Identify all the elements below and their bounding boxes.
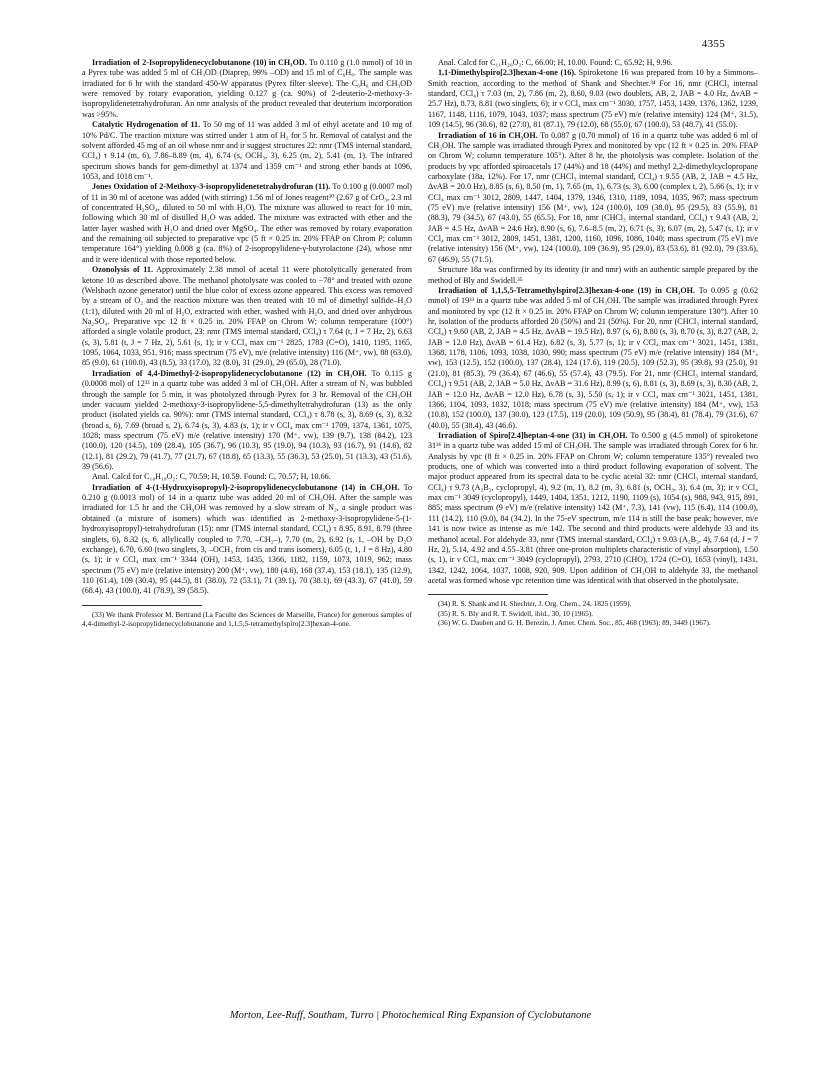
paragraph-body: To 0.500 g (4.5 mmol) of spiroketone 31³⁶ in a quartz tube was added 15 ml of CH₃OH. The sample was irradiated through Corex for 6 hr. Analysis by vpc (8 ft × 0.25 in. 20% FFAP on Chrom W; column temperature 135°) revealed two products, one of which was converted into a third product following evaporation of solvent. The major product appeared from its spectral data to be cyclic acetal 32: nmr (CHCl₃ internal standard, CCl₄) τ 9.73 (A₂B₂, cyclopropyl, 4), 9.2 (m, 1), 8.2 (m, 3), 6.81 (s, OCH₃, 3), 6.4 (m, 3); ir ν CCl₄ max cm⁻¹ 3049 (cyclopropyl), 1449, 1404, 1351, 1212, 1190, 1109 (s), 1054 (s), 988, 943, 915, 891, 885; mass spectrum (9 eV) m/e (relative intensity) 142 (M⁺, 7.3), 141 (vw), 115 (6.4), 114 (100.0), 111 (14.2), 110 (9.0), 84 (34.2). In the 75-eV spectrum, m/e 114 is still the base peak; however, m/e 141 is now twice as intense as m/e 142. The second and third products were aldehyde 33 and its methanol acetal. For aldehyde 33, nmr (TMS internal standard, CCl₄) τ 9.03 (A₂B₂, 4), 7.64 (d, J = 7 Hz, 2), 5.14, 4.92 and 4.55–3.81 (three one-proton multiplets characteristic of vinyl absorption), 1.50 (s, 1), ir ν CCl₄ max cm⁻¹ 3049 (cyclopropyl), 2793, 2710 (CHO), 1724 (C=O), 1653 (vinyl), 1431, 1342, 1242, 1064, 1037, 1008, 920, 909. Upon addition of CH₃OH to aldehyde 33, the methanol acetal was formed whose vpc retention time was identical with that observed in the photolysate. (428, 430, 758, 585)
paragraph-body: To 50 mg of 11 was added 3 ml of ethyl acetate and 10 mg of 10% Pd/C. The reaction mixture was stirred under 1 atm of H₂ for 5 hr. Removal of catalyst and the solvent afforded 45 mg of an oil whose nmr and ir suggest structures 22: nmr (TMS internal standard, CCl₄) τ 9.14 (m, 6), 7.86–8.89 (m, 4), 6.74 (s, OCH₃, 3), 6.25 (m, 2), 5.41 (m, 1). The infrared spectrum shows bands for gem-dimethyl at 1374 and 1359 cm⁻¹ and strong ether bands at 1096, 1053, and 1018 cm⁻¹. (82, 120, 412, 181)
paragraph-heading: Irradiation of 1,1,5,5-Tetramethylspiro[2.3]hexan-4-one (19) in CH₃OH. (438, 285, 695, 295)
paragraph (428, 286, 758, 431)
running-footer: Morton, Lee-Ruff, Southam, Turro | Photochemical Ring Expansion of Cyclobutanone (229, 1010, 592, 1021)
paragraph (428, 431, 758, 586)
paragraph (82, 483, 412, 597)
paragraph-body: To 0.110 g (1.0 mmol) of 10 in a Pyrex tube was added 5 ml of CH₃OD (Diaprep, 99% –OD) and 15 ml of C₆H₆. The sample was irradiated for 6 hr with the standard 450-W apparatus (Pyrex filter sleeve). The C₆H₆ and CH₃OD were removed by rotary evaporation, yielding 0.127 g (ca. 90%) of 2-deuterio-2-methoxy-3-isopropylidenetetrahydrofuran. An nmr analysis of the product revealed that deuterium incorporation was >95%. (82, 58, 413, 119)
paragraph-body: To 0.100 g (0.0007 mol) of 11 in 30 ml of acetone was added (with stirring) 1.56 ml of Jones reagent³⁰ (2.67 g of CrO₃, 2.3 ml of concentrated H₂SO₄, diluted to 50 ml with H₂O). The mixture was allowed to react for 10 min, following which 30 ml of distilled H₂O was added. The mixture was extracted with ether and the latter layer washed with H₂O and dried over MgSO₄. The ether was removed by rotary evaporation and the remaining oil subjected to preparative vpc (5 ft × 0.25 in. 20% FFAP on Chrom P; column temperature 164°) yielding 0.008 g (ca. 8%) of 2-isopropylidene-γ-butyrolactone (24), whose nmr and ir were identical with those reported below. (82, 182, 412, 264)
footnote-35: (35) R. S. Bly and R. T. Swidell, ibid., 30, 10 (1965). (438, 608, 593, 618)
paragraph-heading: 1,1-Dimethylspiro[2.3]hexan-4-one (16). (438, 68, 577, 78)
right-column (428, 58, 758, 627)
paragraph (428, 131, 758, 266)
paragraph-body: Spiroketone 16 was prepared from 10 by a Simmons–Smith reaction, according to the method of Shank and Shechter.³⁴ For 16, nmr (CHCl₃ internal standard, CCl₄) τ 7.03 (m, 2), 7.86 (m, 2), 8.60, 9.03 (two doublets, AB, 2, JAB = 4.0 Hz, ΔνAB = 25.7 Hz), 8.73, 8.81 (two singlets, 6); ir ν CCl₄ max cm⁻¹ 3030, 1757, 1453, 1439, 1376, 1362, 1239, 1167, 1148, 1116, 1079, 1043, 1037; mass spectrum (75 eV) m/e (relative intensity) 124 (M⁺, 31.5), 109 (14.5), 96 (30.6), 82 (27.0), 81 (87.1), 79 (12.0), 68 (55.0), 67 (100.0), 53 (48.7), 41 (55.0). (428, 68, 758, 130)
paragraph-heading: Irradiation of 2-Isopropylidenecyclobutanone (10) in CH₃OD. (92, 58, 307, 67)
paragraph-body: To 0.087 g (0.70 mmol) of 16 in a quartz tube was added 6 ml of CH₃OH. The sample was irradiated through Pyrex and monitored by vpc (12 ft × 0.25 in. 20% FFAP on Chrom W; column temperature 105°). After 8 hr, the photolysis was complete. Isolation of the products by vpc afforded spiroacetals 17 (44%) and 18 (44%) and methyl 2,2-dimethylcyclopropane carboxylate (18a, 12%). For 17, nmr (CHCl₃ internal standard, CCl₄) τ 9.55 (AB, 2, JAB = 4.5 Hz, ΔνAB = 20.0 Hz), 8.85 (s, 6), 8.50 (m, 1), 7.65 (m, 1), 6.73 (s, 3), 6.00 (complex t, 2), 5.66 (s, 1); ir ν CCl₄ max cm⁻¹ 3012, 2809, 1447, 1404, 1379, 1346, 1310, 1189, 1094, 1035, 967; mass spectrum (75 eV) m/e (relative intensity) 156 (M⁺, vw), 124 (100.0), 109 (38.0), 95 (29.5), 83 (55.9), 81 (88.3), 79 (34.5), 67 (43.0), 55 (65.5). For 18, nmr (CHCl₃ internal standard, CCl₄) τ 9.43 (AB, 2, JAB = 4.5 Hz, ΔνAB = 24.6 Hz), 8.90 (s, 6), 7.6–8.5 (m, 2), 6.71 (s, 3), 6.07 (m, 2), 5.47 (s, 1); ir ν CCl₄ max cm⁻¹ 3012, 2809, 1451, 1381, 1200, 1160, 1096, 1086, 1040; mass spectrum (75 eV) m/e (relative intensity) 156 (M⁺, vw), 124 (100.0), 109 (36.9), 95 (29.0), 83 (53.6), 81 (92.0), 79 (33.6), 67 (46.9), 55 (71.5). (428, 130, 758, 264)
page-number: 4355 (701, 38, 725, 50)
paragraph-heading: Catalytic Hydrogenation of 11. (92, 120, 201, 130)
paragraph-heading: Irradiation of 4,4-Dimethyl-2-isopropylidenecyclobutanone (12) in CH₃OH. (92, 368, 367, 378)
footnote-36: (36) W. G. Dauben and G. H. Berezin, J. Amer. Chem. Soc., 85, 468 (1963); 89, 3449 (1967). (438, 617, 711, 627)
paragraph (82, 472, 412, 482)
paragraph-body: To 0.115 g (0.0008 mol) of 12³³ in a quartz tube was added 3 ml of CH₃OH. After a stream of N₂ was bubbled through the sample for 5 min, it was photolyzed through Pyrex for 3 hr. Removal of the CH₃OH under vacuum yielded 2-methoxy-3-isopropylidene-5,5-dimethyltetrahydrofuran (13) as the only product (isolated yields ca. 90%): nmr (TMS internal standard, CCl₄) τ 8.78 (s, 3), 8.69 (s, 3), 8.32 (broad s, 6), 7.69 (broad s, 2), 6.74 (s, 3), 4.83 (s, 1); ir ν CCl₄ max cm⁻¹ 1709, 1374, 1361, 1075, 1028; mass spectrum (75 eV) m/e (relative intensity) 170 (M⁺, vw), 139 (9.7), 138 (84.2), 123 (100.0), 120 (14.5), 109 (28.4), 105 (36.7), 96 (10.3), 95 (19.0), 94 (10.3), 93 (16.7), 91 (14.6), 82 (12.1), 81 (29.2), 79 (41.7), 77 (21.7), 67 (18.8), 65 (13.3), 55 (36.3), 53 (25.0), 51 (13.3), 43 (51.6), 39 (56.6). (82, 368, 412, 472)
paragraph (82, 58, 412, 120)
paragraph-heading: Irradiation of 16 in CH₃OH. (438, 130, 538, 140)
left-column (82, 58, 412, 628)
paragraph-body: Anal. Calcd for C₁₁H₂₀O₂: C, 66.00; H, 10.00. Found: C, 65.92; H, 9.96. (438, 58, 673, 67)
paragraph-body: To 0.210 g (0.0013 mol) of 14 in a quartz tube was added 20 ml of CH₃OH. After the sample was irradiated for 1.5 hr and the CH₃OH was removed by a slow stream of N₂, a single product was obtained (a mixture of isomers) which was identified as 2-methoxy-3-isopropylidene-5-(1-hydroxyisopropyl)-tetrahydrofuran (15): nmr (TMS internal standard, CCl₄) τ 8.95, 8.91, 8.79 (three singlets, 6), 8.32 (s, 6, allylically coupled to 7.70, –CH₂–), 7.70 (m, 2), 6.92 (s, 1, –OH by D₂O exchange), 6.70, 6.60 (two singlets, 3, –OCH₃ from cis and trans isomers), 6.05 (t, 1, J = 8 Hz), 4.80 (s, 1); ir ν CCl₄ max cm⁻¹ 3344 (OH), 1453, 1435, 1366, 1182, 1159, 1073, 1019, 962; mass spectrum (75 eV) m/e (relative intensity) 200 (M⁺, vw), 180 (4.6), 168 (37.4), 153 (18.1), 135 (12.9), 110 (61.4), 109 (30.4), 95 (44.5), 81 (38.0), 72 (53.1), 71 (39.1), 70 (38.1), 69 (43.3), 67 (41.0), 59 (68.4), 43 (100.0), 41 (78.9), 39 (58.5). (82, 482, 412, 596)
paragraph-body: To 0.095 g (0.62 mmol) of 19³³ in a quartz tube was added 5 ml of CH₃OH. The sample was irradiated through Pyrex and monitored by vpc (12 ft × 0.25 in. 20% FFAP on Chrom W; column temperature 130°). After 10 hr, isolation of the products afforded 20 (50%) and 21 (50%). For 20, nmr (CHCl₃ internal standard, CCl₄) τ 9.60 (AB, 2, JAB = 4.5 Hz, ΔνAB = 19.5 Hz), 8.97 (s, 6), 8.80 (s, 3), 8.70 (s, 3), 8.27 (AB, 2, JAB = 12.0 Hz), ΔνAB = 61.4 Hz), 6.82 (s, 3), 5.77 (s, 1); ir ν CCl₄ max cm⁻¹ 3021, 1451, 1381, 1368, 1178, 1106, 1093, 1038, 1030, 990; mass spectrum (75 eV) m/e (relative intensity) 184 (M⁺, vw), 153 (12.5), 152 (100.0), 137 (28.4), 124 (17.6), 119 (20.5), 109 (52.3), 95 (39.8), 93 (25.0), 91 (21.0), 81 (85.3), 79 (36.4), 67 (46.6), 55 (57.4), 43 (79.5). For 21, nmr (CHCl₃ internal standard, CCl₄) τ 9.51 (AB, 2, JAB = 5.0 Hz, ΔνAB = 31.6 Hz), 8.99 (s, 6), 8.81 (s, 3), 8.69 (s, 3), 8.30 (AB, 2, JAB = 12.0 Hz, ΔνAB = 12.0 Hz), 6.78 (s, 3), 5.50 (s, 1); ir ν CCl₄ max cm⁻¹ 3021, 1451, 1381, 1366, 1104, 1093, 1032, 1018; mass spectrum (75 eV) m/e (relative intensity) 184 (M⁺, vw), 153 (10.8), 152 (100.0), 137 (30.0), 123 (17.5), 119 (20.0), 109 (50.9), 95 (38.4), 81 (78.4), 79 (31.6), 67 (40.0), 55 (38.4), 43 (46.6). (428, 285, 758, 430)
footnote-divider (428, 594, 548, 595)
paragraph-body: Anal. Calcd for C₁₀H₁₈O₂: C, 70.59; H, 10.59. Found: C, 70.57; H, 10.66. (92, 472, 331, 482)
paragraph (82, 182, 412, 265)
paragraph-body: Structure 18a was confirmed by its identity (ir and nmr) with an authentic sample prepared by the method of Bly and Swidell.³⁵ (428, 265, 758, 285)
footnote-divider (82, 605, 202, 606)
paragraph-heading: Jones Oxidation of 2-Methoxy-3-isopropylidenetetrahydrofuran (11). (92, 182, 331, 192)
paragraph (82, 369, 412, 473)
paragraph-heading: Irradiation of 4-(1-Hydroxyisopropyl)-2-isopropylidenecyclobutanone (14) in CH₃OH. (92, 482, 400, 492)
paragraph (82, 265, 412, 369)
paragraph (428, 58, 758, 68)
paragraph (82, 120, 412, 182)
footnote-33: (33) We thank Professor M. Bertrand (La Faculte des Sciences de Marseille, France) for generous samples of 4,4-dimethyl-2-isopropylidenecyclobutanone and 1,1,5,5-tetramethylspiro[2.3]hexan-4-one. (82, 609, 412, 629)
paragraph (428, 265, 758, 286)
paragraph-heading: Irradiation of Spiro[2.4]heptan-4-one (31) in CH₃OH. (438, 430, 628, 440)
paragraph-body: Approximately 2.38 mmol of acetal 11 were photolytically generated from ketone 10 as described above. The methanol photolysate was cooled to −78° and treated with ozone (Welsbach ozone generator) until the blue color of excess ozone appeared. This excess was removed by a stream of O₂ and the reaction mixture was then treated with 10 ml of dimethyl sulfide–H₂O (1:1), diluted with 20 ml of H₂O, extracted with ether, washed with H₂O, and dried over anhydrous Na₂SO₄. Preparative vpc 12 ft × 0.25 in. 20% FFAP on Chrom W; column temperature (100°) afforded a single volatile product, 23: nmr (TMS internal standard, CCl₄) τ 7.64 (t, J = 7 Hz, 2), 6.63 (s, 3), 5.81 (t, J = 7 Hz, 2), 5.61 (s, 1); ir ν CCl₄ max cm⁻¹ 2825, 1783 (C=O), 1410, 1195, 1165, 1095, 1064, 1033, 951, 916; mass spectrum (75 eV), m/e (relative intensity) 116 (M⁺, vw), 88 (63.0), 85 (9.0), 61 (100.0), 43 (8.5), 33 (17.0), 32 (8.0), 31 (29.0), 29 (65.0), 28 (71.0). (82, 265, 412, 368)
footnote-34: (34) R. S. Shank and H. Shechter, J. Org. Chem., 24, 1825 (1959). (438, 599, 632, 609)
paragraph-heading: Ozonolysis of 11. (92, 265, 153, 275)
paragraph (428, 68, 758, 130)
